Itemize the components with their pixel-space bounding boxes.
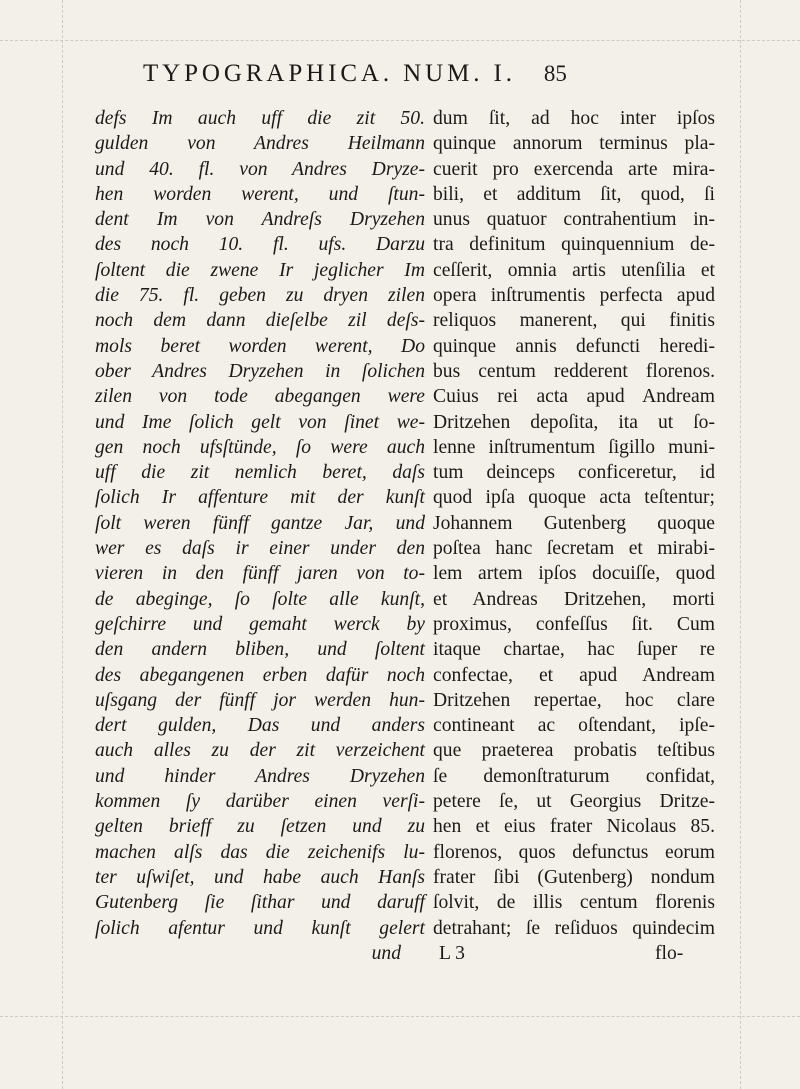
latin-text-line: hen et eius frater Nicolaus 85.	[433, 816, 715, 838]
latin-text-line: unus quatuor contrahentium in-	[433, 209, 715, 231]
page-fold-line-bottom	[0, 1016, 800, 1017]
latin-text-line: et Andreas Dritzehen, morti	[433, 588, 715, 610]
running-header	[143, 60, 623, 96]
latin-text-line: tum deinceps conficeretur, id	[433, 462, 715, 484]
latin-text-line: confectae, et apud Andream	[433, 664, 715, 686]
german-text-line: und 40. fl. von Andres Dryze-	[95, 158, 425, 180]
german-text-line: machen alſs das die zeichenifs lu-	[95, 841, 425, 863]
latin-text-column	[433, 106, 715, 966]
latin-text-line: ſe demonſtraturum confidat,	[433, 765, 715, 787]
german-text-line: dert gulden, Das und anders	[95, 715, 425, 737]
german-text-line: ſolich Ir affenture mit der kunſt	[95, 487, 425, 509]
page-number: 85	[543, 61, 567, 86]
german-text-line: de abeginge, ſo ſolte alle kunſt,	[95, 588, 425, 610]
german-text-line: und hinder Andres Dryzehen	[95, 765, 425, 787]
german-text-line: vieren in den fünff jaren von to-	[95, 563, 425, 585]
latin-text-line: quinque annis defuncti heredi-	[433, 335, 715, 357]
page-fold-line-left	[62, 0, 63, 1089]
german-text-column	[95, 106, 425, 966]
latin-text-line: ceſſerit, omnia artis utenſilia et	[433, 259, 715, 281]
page-fold-line-right	[740, 0, 741, 1089]
running-title: TYPOGRAPHICA. NUM. I.	[143, 60, 516, 87]
latin-text-line: contineant ac oſtendant, ipſe-	[433, 715, 715, 737]
latin-text-line: Johannem Gutenberg quoque	[433, 512, 715, 534]
german-text-line: gelten brieff zu ſetzen und zu	[95, 816, 425, 838]
latin-text-line: quod ipſa quoque acta teſtentur;	[433, 487, 715, 509]
german-text-line: den andern bliben, und ſoltent	[95, 639, 425, 661]
german-text-line: die 75. fl. geben zu dryen zilen	[95, 285, 425, 307]
german-text-line: Gutenberg ſie ſithar und daruff	[95, 892, 425, 914]
latin-text-line: que praeterea probatis teſtibus	[433, 740, 715, 762]
german-text-line: gen noch ufsſtünde, ſo were auch	[95, 436, 425, 458]
german-text-line: ober Andres Dryzehen in ſolichen	[95, 360, 425, 382]
signature-mark: L 3	[439, 942, 465, 964]
latin-text-line: Dritzehen depoſita, ita ut ſo-	[433, 411, 715, 433]
latin-text-line: itaque chartae, hac ſuper re	[433, 639, 715, 661]
latin-text-line: bili, et additum ſit, quod, ſi	[433, 183, 715, 205]
latin-text-line: detrahant; ſe reſiduos quindecim	[433, 917, 715, 939]
german-text-line: und Ime ſolich gelt von ſinet we-	[95, 411, 425, 433]
german-text-line: des abegangenen erben dafür noch	[95, 664, 425, 686]
german-text-line: gulden von Andres Heilmann	[95, 133, 425, 155]
latin-text-line: florenos, quos defunctus eorum	[433, 841, 715, 863]
catchword: flo-	[655, 942, 684, 964]
german-text-line: hen worden werent, und ſtun-	[95, 183, 425, 205]
german-text-line: uff die zit nemlich beret, daſs	[95, 462, 425, 484]
latin-text-line: ſolvit, de illis centum florenis	[433, 892, 715, 914]
footer-line	[433, 941, 715, 966]
latin-text-line: Cuius rei acta apud Andream	[433, 386, 715, 408]
latin-text-line: dum ſit, ad hoc inter ipſos	[433, 108, 715, 129]
german-text-line: und	[371, 942, 401, 964]
german-text-line: ſolich afentur und kunſt gelert	[95, 917, 425, 939]
german-text-line: defs Im auch uff die zit 50.	[95, 108, 425, 129]
latin-text-line: petere ſe, ut Georgius Dritze-	[433, 791, 715, 813]
german-text-line: mols beret worden werent, Do	[95, 335, 425, 357]
german-text-line: wer es daſs ir einer under den	[95, 538, 425, 560]
german-text-line: uſsgang der fünff jor werden hun-	[95, 689, 425, 711]
german-text-line: ſolt weren fünff gantze Jar, und	[95, 512, 425, 534]
page-fold-line-top	[0, 40, 800, 41]
latin-text-line: reliquos manerent, qui finitis	[433, 310, 715, 332]
german-text-line: auch alles zu der zit verzeichent	[95, 740, 425, 762]
latin-text-line: lenne inſtrumentum ſigillo muni-	[433, 436, 715, 458]
latin-text-line: tra definitum quinquennium de-	[433, 234, 715, 256]
german-text-line: dent Im von Andreſs Dryzehen	[95, 209, 425, 231]
german-text-line: kommen ſy darüber einen verſi-	[95, 791, 425, 813]
latin-text-line: poſtea hanc ſecretam et mirabi-	[433, 538, 715, 560]
german-text-line: ſoltent die zwene Ir jeglicher Im	[95, 259, 425, 281]
german-text-line: zilen von tode abegangen were	[95, 386, 425, 408]
latin-text-line: bus centum redderent florenos.	[433, 360, 715, 382]
latin-text-line: quinque annorum terminus pla-	[433, 133, 715, 155]
latin-text-line: cuerit pro exercenda arte mira-	[433, 158, 715, 180]
german-text-line: geſchirre und gemaht werck by	[95, 613, 425, 635]
latin-text-line: proximus, confeſſus ſit. Cum	[433, 613, 715, 635]
latin-text-line: frater ſibi (Gutenberg) nondum	[433, 866, 715, 888]
latin-text-line: lem artem ipſos docuiſſe, quod	[433, 563, 715, 585]
latin-text-line: Dritzehen repertae, hoc clare	[433, 689, 715, 711]
german-text-line: noch dem dann dieſelbe zil deſs-	[95, 310, 425, 332]
latin-text-line: opera inſtrumentis perfecta apud	[433, 285, 715, 307]
german-text-line: ter uſwiſet, und habe auch Hanſs	[95, 866, 425, 888]
german-text-line: des noch 10. fl. ufs. Darzu	[95, 234, 425, 256]
